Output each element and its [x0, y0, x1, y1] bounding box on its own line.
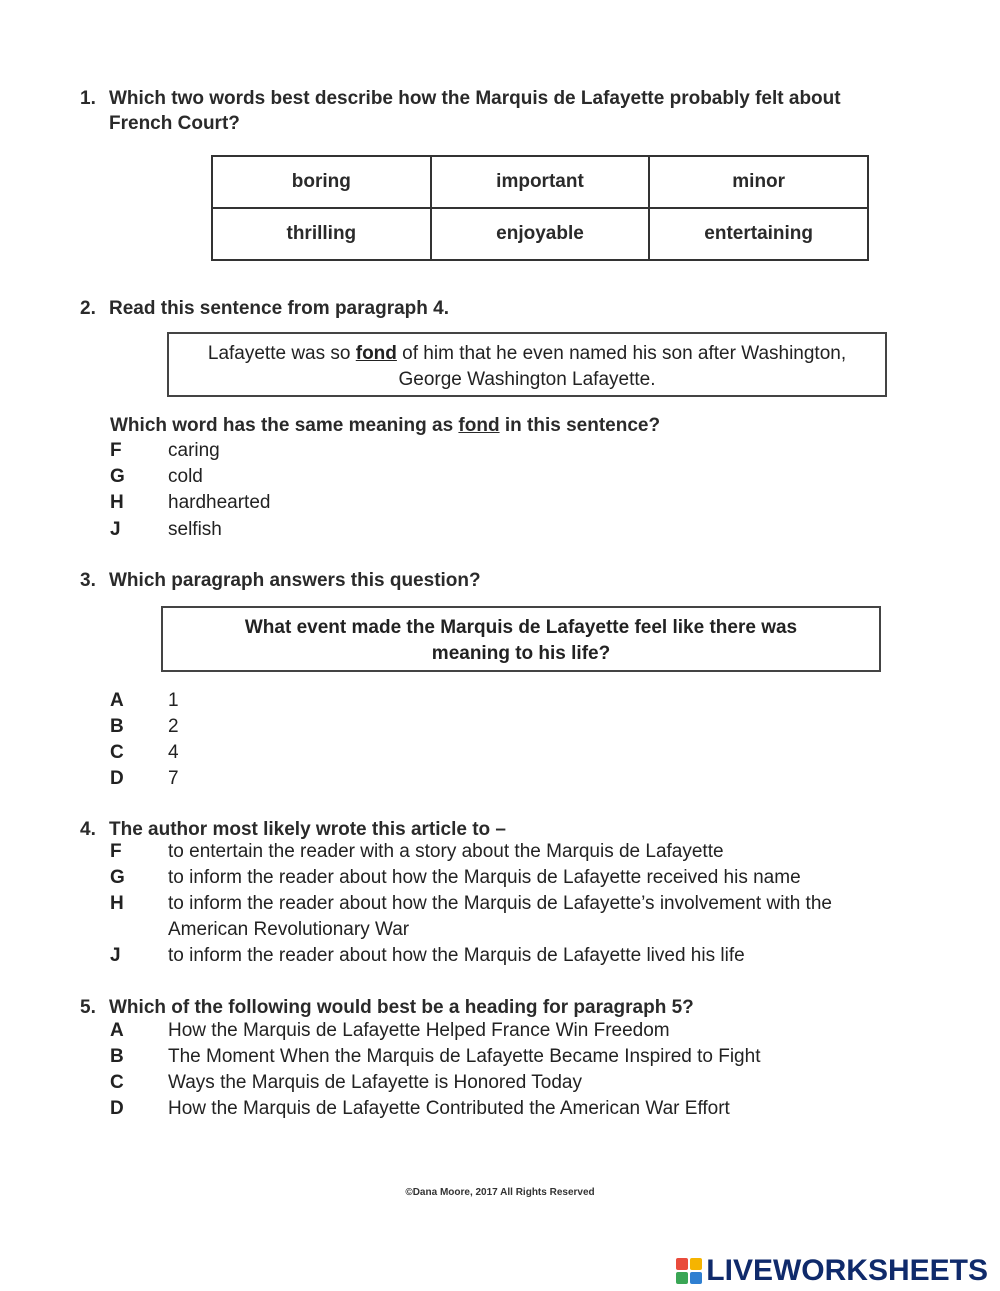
option-text: to inform the reader about how the Marquis de Lafayette’s involvement with the American Revolutionary War — [168, 893, 832, 940]
option-text: cold — [168, 466, 203, 487]
quote-text: Lafayette was so — [207, 343, 356, 364]
answer-option[interactable] — [110, 943, 745, 969]
question-number: 1. — [80, 88, 96, 109]
option-text: How the Marquis de Lafayette Helped France Win Freedom — [168, 1020, 670, 1041]
option-letter: A — [110, 690, 124, 711]
quote-text: of him that he even named his son after Washington, — [396, 343, 847, 364]
word-cell[interactable]: entertaining — [649, 208, 868, 260]
quote-keyword: fond — [355, 343, 397, 364]
question-number: 4. — [80, 819, 96, 840]
question-2-subquestion — [110, 413, 660, 438]
option-text: Ways the Marquis de Lafayette is Honored Today — [168, 1072, 583, 1093]
word-choices-table — [211, 155, 869, 261]
question-text: Which of the following would best be a heading for paragraph 5? — [109, 997, 694, 1018]
question-3 — [80, 568, 481, 593]
question-text: Which paragraph answers this question? — [109, 570, 481, 591]
word-cell[interactable]: enjoyable — [431, 208, 650, 260]
option-letter: G — [110, 867, 125, 888]
question-text-cont: French Court? — [109, 113, 240, 134]
answer-option[interactable] — [110, 1044, 760, 1070]
option-text: 7 — [168, 768, 179, 789]
answer-option[interactable] — [110, 839, 724, 865]
answer-option[interactable] — [110, 1018, 670, 1044]
copyright-footer: ©Dana Moore, 2017 All Rights Reserved — [405, 1187, 595, 1198]
question-2 — [80, 296, 449, 321]
question-1 — [80, 86, 841, 136]
question-number: 2. — [80, 298, 96, 319]
answer-option[interactable] — [110, 438, 220, 464]
option-text: to entertain the reader with a story about the Marquis de Lafayette — [168, 841, 724, 862]
answer-option[interactable] — [110, 740, 179, 766]
quote-box — [167, 332, 887, 397]
option-letter: F — [110, 841, 122, 862]
table-row — [212, 156, 868, 208]
question-box — [161, 606, 881, 672]
answer-option[interactable] — [110, 490, 270, 516]
box-text-line2: meaning to his life? — [431, 643, 611, 664]
question-5 — [80, 995, 694, 1020]
option-letter: H — [110, 893, 124, 914]
option-letter: J — [110, 945, 121, 966]
table-row — [212, 208, 868, 260]
logo-icon — [676, 1258, 702, 1284]
answer-option[interactable] — [110, 766, 179, 792]
option-text: selfish — [168, 519, 222, 540]
option-text: 4 — [168, 742, 179, 763]
option-letter: D — [110, 1098, 124, 1119]
answer-option[interactable] — [110, 1070, 582, 1096]
box-text-line1: What event made the Marquis de Lafayette feel like there was — [244, 617, 798, 638]
logo-block — [690, 1272, 702, 1284]
answer-option[interactable] — [110, 464, 203, 490]
question-number: 5. — [80, 997, 96, 1018]
option-text: How the Marquis de Lafayette Contributed the American War Effort — [168, 1098, 730, 1119]
word-cell[interactable]: minor — [649, 156, 868, 208]
word-cell[interactable]: thrilling — [212, 208, 431, 260]
logo-block — [676, 1258, 688, 1270]
word-cell[interactable]: boring — [212, 156, 431, 208]
answer-option[interactable] — [110, 517, 222, 543]
option-text: caring — [168, 440, 220, 461]
option-letter: A — [110, 1020, 124, 1041]
answer-option[interactable] — [110, 714, 179, 740]
question-number: 3. — [80, 570, 96, 591]
option-text: to inform the reader about how the Marquis de Lafayette lived his life — [168, 945, 745, 966]
logo-block — [676, 1272, 688, 1284]
option-letter: C — [110, 742, 124, 763]
answer-option[interactable] — [110, 688, 179, 714]
logo-block — [690, 1258, 702, 1270]
answer-option[interactable] — [110, 891, 898, 943]
option-text: 1 — [168, 690, 179, 711]
subquestion-keyword: fond — [458, 415, 500, 436]
option-letter: C — [110, 1072, 124, 1093]
option-letter: F — [110, 440, 122, 461]
option-text: 2 — [168, 716, 179, 737]
answer-option[interactable] — [110, 865, 801, 891]
option-text: The Moment When the Marquis de Lafayette Became Inspired to Fight — [168, 1046, 761, 1067]
question-text: Which two words best describe how the Marquis de Lafayette probably felt about — [109, 88, 841, 109]
option-letter: J — [110, 519, 121, 540]
logo-text: LIVEWORKSHEETS — [706, 1254, 988, 1287]
answer-option[interactable] — [110, 1096, 730, 1122]
word-cell[interactable]: important — [431, 156, 650, 208]
option-letter: B — [110, 716, 124, 737]
question-text: Read this sentence from paragraph 4. — [109, 298, 449, 319]
option-letter: H — [110, 492, 124, 513]
subquestion-text: in this sentence? — [499, 415, 661, 436]
option-text: hardhearted — [168, 492, 271, 513]
option-letter: G — [110, 466, 125, 487]
quote-text-line2: George Washington Lafayette. — [398, 369, 656, 390]
option-text: to inform the reader about how the Marquis de Lafayette received his name — [168, 867, 801, 888]
option-letter: B — [110, 1046, 124, 1067]
subquestion-text: Which word has the same meaning as — [110, 415, 459, 436]
question-text: The author most likely wrote this article to – — [109, 819, 506, 840]
liveworksheets-logo — [676, 1255, 988, 1287]
option-letter: D — [110, 768, 124, 789]
